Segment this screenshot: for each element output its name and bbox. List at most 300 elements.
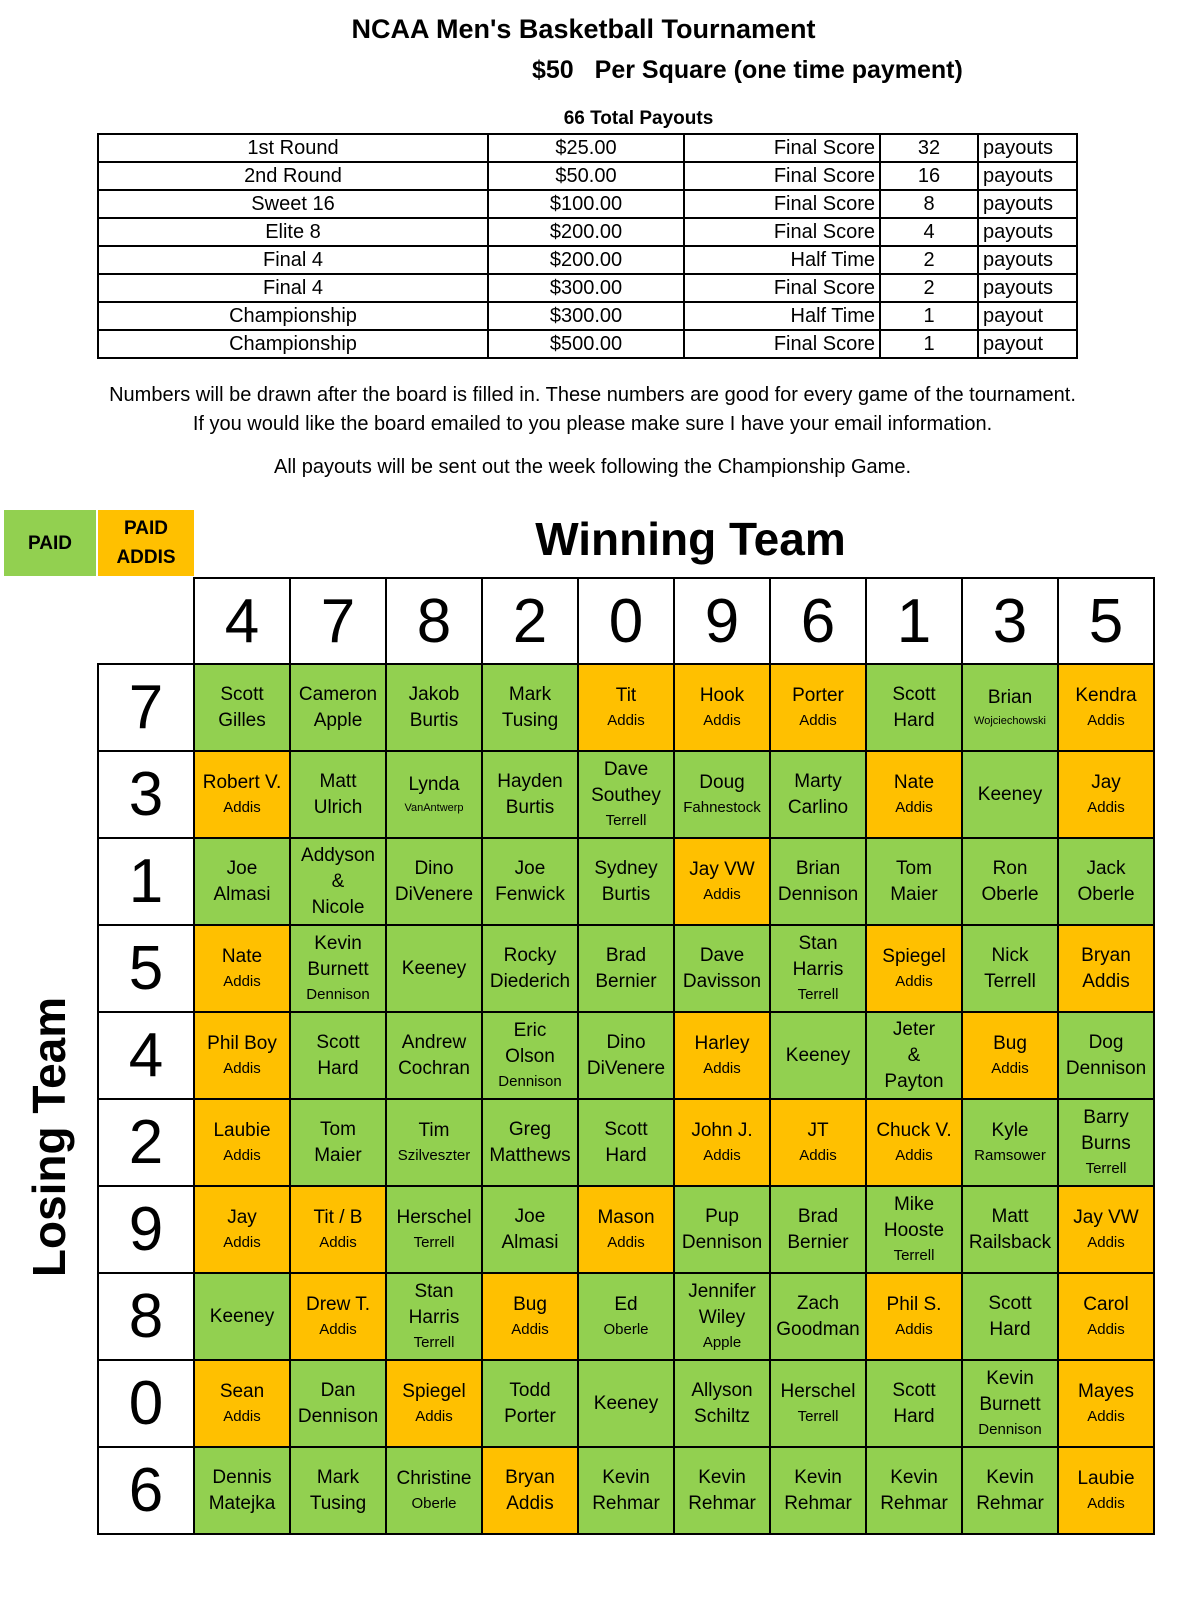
board-square[interactable] (674, 1447, 770, 1534)
board-square[interactable] (674, 1273, 770, 1360)
losing-digit: 6 (98, 1447, 194, 1534)
board-square[interactable] (674, 751, 770, 838)
payout-unit: payouts (978, 162, 1077, 190)
square-name-line: Olson (505, 1045, 555, 1067)
square-sub-line: Terrell (893, 1246, 935, 1264)
payout-round: 2nd Round (98, 162, 488, 190)
payout-row (98, 274, 1077, 302)
square-name-line: Gilles (218, 709, 266, 731)
board-square[interactable] (674, 1360, 770, 1447)
square-name-line: Davisson (682, 970, 762, 992)
board-square[interactable] (962, 1012, 1058, 1099)
square-name-line: Herschel (396, 1206, 472, 1228)
square-name-line: Rehmar (880, 1492, 948, 1514)
payout-row (98, 246, 1077, 274)
square-name-line: Matt (319, 770, 357, 792)
square-name-line: Apple (313, 709, 363, 731)
losing-digit: 7 (98, 664, 194, 751)
square-name-line: Tusing (501, 709, 559, 731)
payouts-total: 66 Total Payouts (563, 108, 714, 129)
square-name-line: Hooste (883, 1219, 945, 1241)
payout-amount: $500.00 (488, 330, 684, 358)
legend-paid-addis: PAID ADDIS (98, 510, 194, 576)
board-square[interactable] (290, 751, 386, 838)
board-square[interactable] (674, 925, 770, 1012)
square-sub-line: Addis (799, 1146, 837, 1164)
payout-round: 1st Round (98, 134, 488, 162)
square-name-line: Jay VW (1073, 1206, 1139, 1228)
square-sub-line: Terrell (413, 1333, 455, 1351)
square-name-line: Bernier (787, 1231, 849, 1253)
losing-digit: 3 (98, 751, 194, 838)
payout-row (98, 302, 1077, 330)
board-square[interactable] (482, 1447, 578, 1534)
square-name-line: Hook (699, 684, 745, 706)
board-square[interactable] (578, 925, 674, 1012)
board-square[interactable] (962, 664, 1058, 751)
square-name-line: Drew T. (305, 1293, 371, 1315)
square-name-line: Dennison (1065, 1057, 1147, 1079)
board-square[interactable] (482, 1012, 578, 1099)
square-name-line: Addyson (301, 844, 375, 866)
board-square[interactable] (1058, 1447, 1154, 1534)
board-square[interactable] (866, 1012, 962, 1099)
square-name-line: Stan (414, 1280, 454, 1302)
square-name-line: Laubie (1077, 1467, 1135, 1489)
squares-board (97, 577, 1155, 1535)
square-name-line: Cameron (298, 683, 378, 705)
square-name-line: Zach (796, 1292, 840, 1314)
board-square[interactable] (194, 1012, 290, 1099)
board-square[interactable] (386, 1447, 482, 1534)
square-name-line: Ed (614, 1293, 638, 1315)
payout-count: 1 (880, 330, 978, 358)
square-name-line: Bug (993, 1032, 1027, 1054)
square-name-line: Wiley (698, 1306, 746, 1328)
board-square[interactable] (1058, 1099, 1154, 1186)
square-sub-line: Addis (703, 885, 741, 903)
square-name-line: Dog (1088, 1031, 1124, 1053)
square-name-line: Nate (221, 945, 263, 967)
square-name-line: Keeney (785, 1044, 851, 1066)
board-square[interactable] (578, 751, 674, 838)
square-name-line: Oberle (981, 883, 1039, 905)
board-square[interactable] (194, 664, 290, 751)
payout-row (98, 330, 1077, 358)
losing-team-label: Losing Team (23, 996, 75, 1278)
square-sub-line: Addis (223, 1146, 261, 1164)
square-name-line: Dan (320, 1379, 356, 1401)
square-name-line: Matejka (208, 1492, 276, 1514)
board-square[interactable] (674, 838, 770, 925)
square-sub-line: Dennison (306, 985, 370, 1003)
square-name-line: Fenwick (495, 883, 565, 905)
board-square[interactable] (1058, 1360, 1154, 1447)
board-square[interactable] (482, 1273, 578, 1360)
square-name-line: Scott (892, 1379, 936, 1401)
board-square[interactable] (194, 751, 290, 838)
board-square[interactable] (770, 838, 866, 925)
board-square[interactable] (770, 1273, 866, 1360)
square-sub-line: Addis (703, 1146, 741, 1164)
square-name-line: Dennison (777, 883, 859, 905)
board-square[interactable] (290, 925, 386, 1012)
square-name-line: Marty (794, 770, 842, 792)
board-square[interactable] (1058, 925, 1154, 1012)
losing-digit: 5 (98, 925, 194, 1012)
payout-round: Elite 8 (98, 218, 488, 246)
losing-digit: 8 (98, 1273, 194, 1360)
payout-amount: $300.00 (488, 302, 684, 330)
square-name-line: Jennifer (688, 1280, 756, 1302)
board-square[interactable] (1058, 1273, 1154, 1360)
board-square[interactable] (578, 1099, 674, 1186)
square-name-line: Jay (227, 1206, 257, 1228)
board-square[interactable] (962, 1273, 1058, 1360)
board-square[interactable] (482, 664, 578, 751)
board-square[interactable] (674, 1012, 770, 1099)
board-square[interactable] (674, 1099, 770, 1186)
square-sub-line: Dennison (978, 1420, 1042, 1438)
board-square[interactable] (482, 838, 578, 925)
board-square[interactable] (578, 1273, 674, 1360)
square-name-line: Dennison (297, 1405, 379, 1427)
square-sub-line: Addis (415, 1407, 453, 1425)
square-name-line: Jay (1091, 771, 1121, 793)
square-sub-line: Addis (223, 972, 261, 990)
square-name-line: Tusing (309, 1492, 367, 1514)
board-square[interactable] (482, 1099, 578, 1186)
board-square[interactable] (962, 751, 1058, 838)
square-name-line: Mayes (1078, 1380, 1134, 1402)
payout-row (98, 190, 1077, 218)
winning-digit: 1 (866, 578, 962, 664)
board-square[interactable] (866, 925, 962, 1012)
square-name-line: Phil Boy (207, 1032, 277, 1054)
square-name-line: Kendra (1075, 684, 1137, 706)
square-name-line: Rehmar (976, 1492, 1044, 1514)
square-sub-line: Addis (895, 1320, 933, 1338)
square-name-line: Barry (1083, 1106, 1129, 1128)
square-name-line: Sydney (594, 857, 658, 879)
square-name-line: Terrell (984, 970, 1036, 992)
board-square[interactable] (1058, 664, 1154, 751)
square-name-line: Tom (896, 857, 932, 879)
square-sub-line: Addis (607, 1233, 645, 1251)
square-sub-line: Addis (895, 1146, 933, 1164)
board-square[interactable] (962, 925, 1058, 1012)
board-square[interactable] (290, 838, 386, 925)
square-name-line: Dave (699, 944, 745, 966)
board-square[interactable] (962, 1447, 1058, 1534)
square-sub-line: Addis (1087, 1320, 1125, 1338)
square-sub-line: Dennison (498, 1072, 562, 1090)
payout-count: 16 (880, 162, 978, 190)
payout-type: Final Score (684, 218, 880, 246)
board-square[interactable] (578, 1186, 674, 1273)
board-square[interactable] (1058, 1012, 1154, 1099)
board-square[interactable] (578, 664, 674, 751)
losing-digit: 0 (98, 1360, 194, 1447)
payout-unit: payouts (978, 134, 1077, 162)
square-name-line: Kevin (986, 1367, 1034, 1389)
board-square[interactable] (386, 1186, 482, 1273)
square-name-line: Cochran (398, 1057, 470, 1079)
square-name-line: Hard (989, 1318, 1031, 1340)
square-name-line: John J. (691, 1119, 753, 1141)
payout-count: 2 (880, 246, 978, 274)
square-name-line: Addis (1082, 970, 1130, 992)
square-name-line: Schiltz (694, 1405, 750, 1427)
square-name-line: Bernier (595, 970, 657, 992)
square-name-line: Hayden (497, 770, 563, 792)
square-sub-line: Addis (223, 798, 261, 816)
payout-type: Final Score (684, 330, 880, 358)
board-square[interactable] (962, 1099, 1058, 1186)
square-name-line: Keeney (593, 1392, 659, 1414)
winning-digit: 5 (1058, 578, 1154, 664)
board-square[interactable] (482, 925, 578, 1012)
board-square[interactable] (770, 1099, 866, 1186)
board-square[interactable] (386, 1012, 482, 1099)
square-sub-line: Addis (703, 711, 741, 729)
board-square[interactable] (194, 1273, 290, 1360)
square-sub-line: Addis (1087, 1233, 1125, 1251)
square-name-line: & (331, 870, 345, 892)
square-name-line: Joe (514, 1205, 546, 1227)
square-name-line: Carol (1083, 1293, 1129, 1315)
winning-digit: 4 (194, 578, 290, 664)
board-square[interactable] (962, 1360, 1058, 1447)
square-name-line: Herschel (780, 1380, 856, 1402)
board-square[interactable] (386, 838, 482, 925)
square-name-line: Ron (992, 857, 1028, 879)
square-name-line: Hard (893, 709, 935, 731)
board-square[interactable] (194, 838, 290, 925)
square-name-line: DiVenere (394, 883, 474, 905)
square-name-line: Harris (408, 1306, 460, 1328)
square-name-line: Dino (606, 1031, 646, 1053)
board-square[interactable] (866, 1273, 962, 1360)
board-square[interactable] (290, 1012, 386, 1099)
square-name-line: Doug (699, 771, 745, 793)
square-name-line: Hard (893, 1405, 935, 1427)
payout-count: 1 (880, 302, 978, 330)
square-name-line: Bryan (505, 1466, 555, 1488)
square-name-line: Hard (317, 1057, 359, 1079)
board-square[interactable] (386, 664, 482, 751)
board-square[interactable] (770, 1186, 866, 1273)
square-sub-line: Addis (703, 1059, 741, 1077)
square-sub-line: Ramsower (974, 1146, 1046, 1164)
square-name-line: Keeney (209, 1305, 275, 1327)
payout-count: 4 (880, 218, 978, 246)
square-name-line: Kevin (890, 1466, 938, 1488)
square-sub-line: Terrell (413, 1233, 455, 1251)
square-name-line: Joe (514, 857, 546, 879)
board-square[interactable] (578, 838, 674, 925)
square-name-line: Carlino (787, 796, 849, 818)
board-square[interactable] (866, 1360, 962, 1447)
board-square[interactable] (194, 1099, 290, 1186)
board-square[interactable] (770, 751, 866, 838)
board-square[interactable] (194, 1360, 290, 1447)
square-name-line: Oberle (1077, 883, 1135, 905)
legend-paid: PAID (4, 510, 96, 576)
payout-unit: payout (978, 330, 1077, 358)
square-sub-line: Szilveszter (397, 1146, 471, 1164)
board-square[interactable] (770, 1447, 866, 1534)
board-square[interactable] (1058, 751, 1154, 838)
payout-unit: payouts (978, 218, 1077, 246)
note-line-2: If you would like the board emailed to you please make sure I have your email information. (192, 413, 993, 435)
board-square[interactable] (482, 751, 578, 838)
board-square[interactable] (674, 1186, 770, 1273)
square-name-line: Kevin (314, 932, 362, 954)
board-square[interactable] (1058, 838, 1154, 925)
square-name-line: Stan (798, 932, 838, 954)
board-square[interactable] (674, 664, 770, 751)
square-name-line: Scott (316, 1031, 360, 1053)
square-name-line: Keeney (401, 957, 467, 979)
payout-unit: payouts (978, 274, 1077, 302)
payouts-table (97, 133, 1078, 359)
board-square[interactable] (386, 1099, 482, 1186)
square-name-line: Tom (320, 1118, 356, 1140)
board-square[interactable] (962, 1186, 1058, 1273)
payout-amount: $200.00 (488, 218, 684, 246)
square-sub-line: Addis (319, 1233, 357, 1251)
square-name-line: Nick (991, 944, 1029, 966)
square-name-line: Porter (792, 684, 844, 706)
payout-round: Championship (98, 330, 488, 358)
square-name-line: Rehmar (784, 1492, 852, 1514)
note-line-3: All payouts will be sent out the week following the Championship Game. (273, 456, 911, 478)
square-name-line: Almasi (213, 883, 271, 905)
square-name-line: Joe (226, 857, 258, 879)
square-name-line: & (907, 1044, 921, 1066)
square-name-line: Dino (414, 857, 454, 879)
board-square[interactable] (770, 925, 866, 1012)
board-square[interactable] (770, 664, 866, 751)
board-square[interactable] (866, 1186, 962, 1273)
square-sub-line: Addis (511, 1320, 549, 1338)
board-square[interactable] (194, 925, 290, 1012)
board-square[interactable] (386, 925, 482, 1012)
square-name-line: Christine (396, 1467, 472, 1489)
square-name-line: Burnett (979, 1393, 1041, 1415)
payout-amount: $100.00 (488, 190, 684, 218)
square-name-line: Matthews (489, 1144, 571, 1166)
board-square[interactable] (770, 1012, 866, 1099)
square-sub-line: Addis (1087, 1407, 1125, 1425)
payout-row (98, 134, 1077, 162)
board-square[interactable] (578, 1360, 674, 1447)
winning-digit: 2 (482, 578, 578, 664)
square-name-line: Todd (509, 1379, 551, 1401)
board-square[interactable] (194, 1447, 290, 1534)
square-sub-line: Terrell (1085, 1159, 1127, 1177)
board-square[interactable] (290, 1273, 386, 1360)
board-square[interactable] (1058, 1186, 1154, 1273)
square-sub-line: VanAntwerp (404, 801, 464, 814)
square-sub-line: Addis (1087, 798, 1125, 816)
board-square[interactable] (866, 751, 962, 838)
square-name-line: Andrew (401, 1031, 467, 1053)
square-sub-line: Addis (1087, 711, 1125, 729)
payout-type: Final Score (684, 190, 880, 218)
winning-digit: 8 (386, 578, 482, 664)
square-sub-line: Terrell (605, 811, 647, 829)
board-square[interactable] (290, 1186, 386, 1273)
board-square[interactable] (290, 664, 386, 751)
square-name-line: Kevin (794, 1466, 842, 1488)
square-name-line: Maier (890, 883, 938, 905)
board-square[interactable] (866, 1447, 962, 1534)
board-square[interactable] (578, 1012, 674, 1099)
square-name-line: Rehmar (688, 1492, 756, 1514)
winning-digit: 9 (674, 578, 770, 664)
losing-digit: 9 (98, 1186, 194, 1273)
square-sub-line: Addis (223, 1407, 261, 1425)
board-square[interactable] (770, 1360, 866, 1447)
board-square[interactable] (290, 1447, 386, 1534)
board-square[interactable] (194, 1186, 290, 1273)
square-name-line: Sean (219, 1380, 265, 1402)
board-square[interactable] (482, 1360, 578, 1447)
square-name-line: Brian (987, 686, 1033, 708)
square-name-line: Maier (314, 1144, 362, 1166)
square-name-line: Rehmar (592, 1492, 660, 1514)
square-name-line: Harley (694, 1032, 750, 1054)
board-square[interactable] (866, 1099, 962, 1186)
square-sub-line: Wojciechowski (974, 714, 1046, 727)
board-square[interactable] (386, 1273, 482, 1360)
square-name-line: Tit / B (313, 1206, 363, 1228)
square-name-line: Chuck V. (876, 1119, 952, 1141)
board-square[interactable] (482, 1186, 578, 1273)
board-square[interactable] (290, 1360, 386, 1447)
payout-count: 8 (880, 190, 978, 218)
square-name-line: Scott (604, 1118, 648, 1140)
square-name-line: Spiegel (402, 1380, 466, 1402)
payout-row (98, 218, 1077, 246)
square-name-line: Ulrich (313, 796, 363, 818)
losing-digit: 1 (98, 838, 194, 925)
board-square[interactable] (386, 751, 482, 838)
payout-unit: payouts (978, 190, 1077, 218)
square-name-line: Mark (316, 1466, 360, 1488)
square-sub-line: Addis (1087, 1494, 1125, 1512)
board-square[interactable] (866, 838, 962, 925)
board-square[interactable] (290, 1099, 386, 1186)
board-square[interactable] (962, 838, 1058, 925)
square-sub-line: Fahnestock (683, 798, 761, 816)
board-corner (98, 578, 194, 664)
square-name-line: Jeter (892, 1018, 936, 1040)
page-title: NCAA Men's Basketball Tournament (351, 14, 816, 44)
payout-count: 32 (880, 134, 978, 162)
square-name-line: Bryan (1081, 944, 1131, 966)
payout-count: 2 (880, 274, 978, 302)
square-name-line: Jay VW (689, 858, 755, 880)
payout-amount: $25.00 (488, 134, 684, 162)
board-square[interactable] (866, 664, 962, 751)
board-square[interactable] (386, 1360, 482, 1447)
square-name-line: Jack (1086, 857, 1126, 879)
note-line-1: Numbers will be drawn after the board is filled in. These numbers are good for every game of the tournament. (109, 384, 1076, 406)
board-square[interactable] (578, 1447, 674, 1534)
